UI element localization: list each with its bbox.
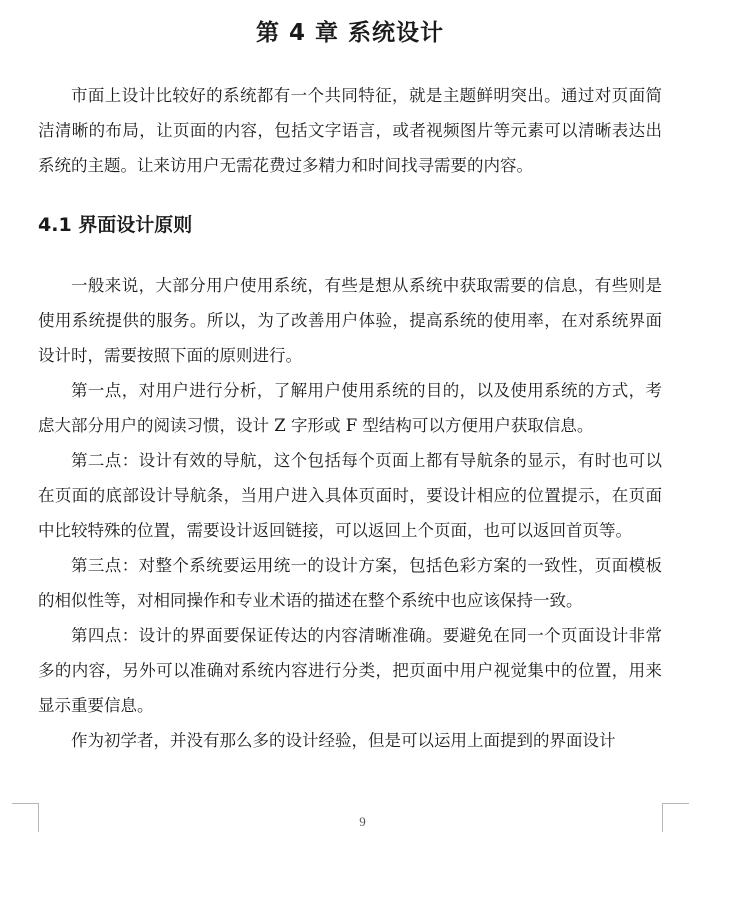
body-paragraph: 作为初学者，并没有那么多的设计经验，但是可以运用上面提到的界面设计 <box>71 731 616 750</box>
section-body <box>38 268 662 758</box>
section-heading: 4.1 界面设计原则 <box>38 214 193 236</box>
body-paragraph: 第一点，对用户进行分析，了解用户使用系统的目的，以及使用系统的方式，考虑大部分用户的阅读习惯，设计 Z 字形或 F 型结构可以方便用户获取信息。 <box>38 381 662 435</box>
body-paragraph: 第二点：设计有效的导航，这个包括每个页面上都有导航条的显示，有时也可以在页面的底部设计导航条，当用户进入具体页面时，要设计相应的位置提示，在页面中比较特殊的位置，需要设计返回链接，可以返回上个页面，也可以返回首页等。 <box>38 451 662 540</box>
page-number: 9 <box>359 814 366 829</box>
chapter-title: 第 4 章 系统设计 <box>255 20 445 46</box>
body-paragraph: 第三点：对整个系统要运用统一的设计方案，包括色彩方案的一致性，页面模板的相似性等，对相同操作和专业术语的描述在整个系统中也应该保持一致。 <box>38 556 662 610</box>
body-paragraph: 第四点：设计的界面要保证传达的内容清晰准确。要避免在同一个页面设计非常多的内容，另外可以准确对系统内容进行分类，把页面中用户视觉集中的位置，用来显示重要信息。 <box>38 626 662 715</box>
intro-paragraph: 市面上设计比较好的系统都有一个共同特征，就是主题鲜明突出。通过对页面简洁清晰的布局，让页面的内容，包括文字语言，或者视频图片等元素可以清晰表达出系统的主题。让来访用户无需花费过多精力和时间找寻需要的内容。 <box>38 86 662 175</box>
body-paragraph: 一般来说，大部分用户使用系统，有些是想从系统中获取需要的信息，有些则是使用系统提供的服务。所以，为了改善用户体验，提高系统的使用率，在对系统界面设计时，需要按照下面的原则进行。 <box>38 276 662 365</box>
